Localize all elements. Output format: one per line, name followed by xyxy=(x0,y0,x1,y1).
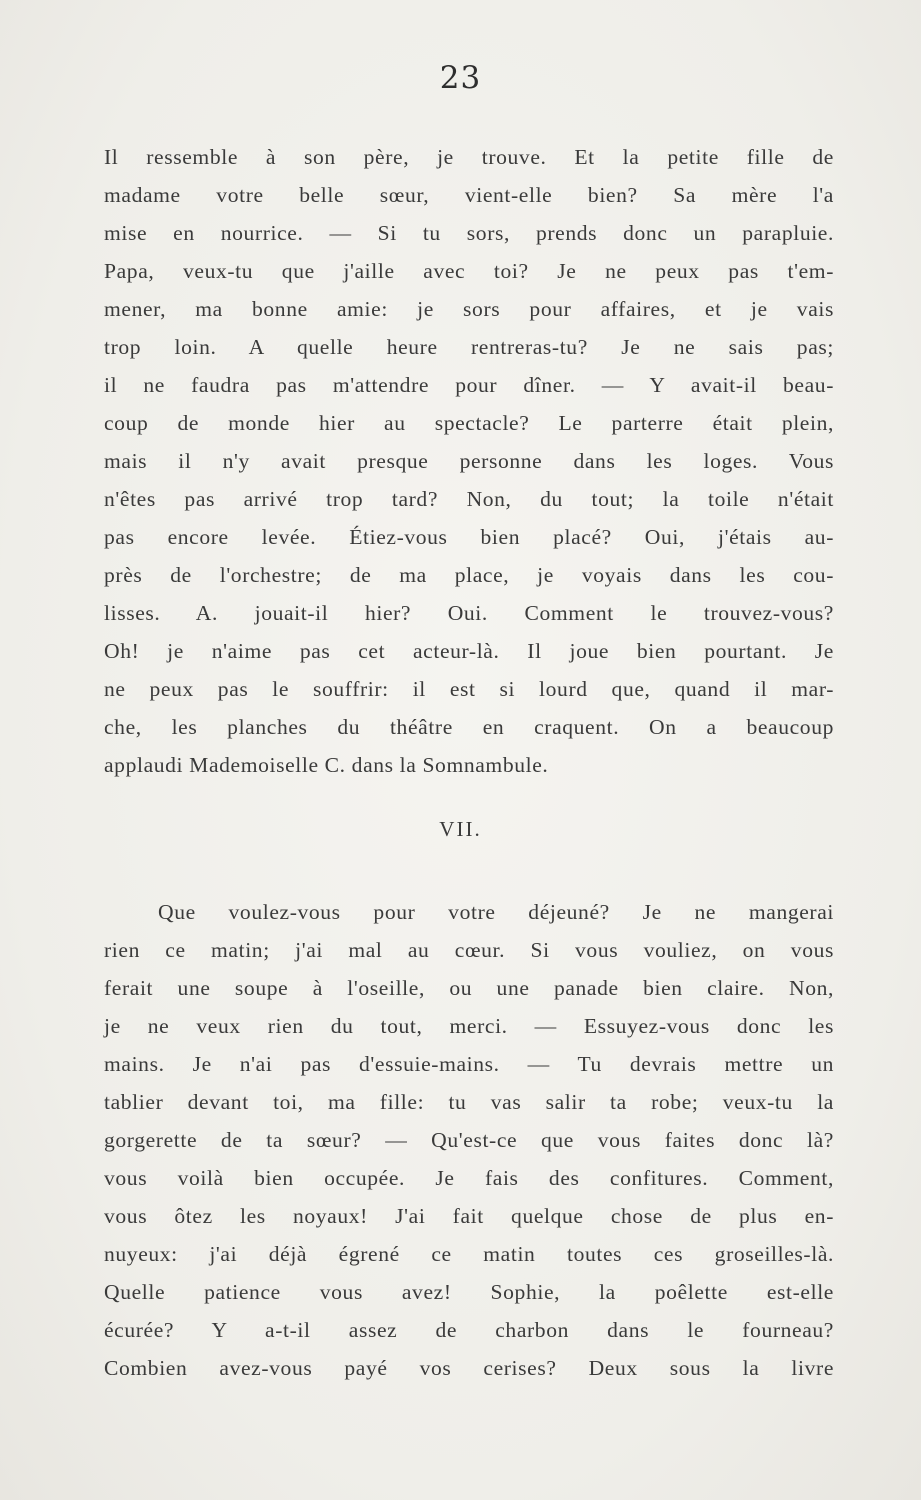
paragraph-2 xyxy=(104,893,834,1387)
text-line: mise en nourrice. — Si tu sors, prends donc un parapluie. xyxy=(104,221,834,245)
text-line: n'êtes pas arrivé trop tard? Non, du tout; la toile n'était xyxy=(104,487,834,511)
text-line: lisses. A. jouait-il hier? Oui. Comment le trouvez-vous? xyxy=(104,601,834,625)
text-line: gorgerette de ta sœur? — Qu'est-ce que vous faites donc là? xyxy=(104,1128,834,1152)
text-line: ferait une soupe à l'oseille, ou une panade bien claire. Non, xyxy=(104,976,834,1000)
page-number: 23 xyxy=(439,60,482,96)
text-line: près de l'orchestre; de ma place, je voyais dans les cou- xyxy=(104,563,834,587)
text-line: madame votre belle sœur, vient-elle bien? Sa mère l'a xyxy=(104,183,834,207)
text-line: Que voulez-vous pour votre déjeuné? Je ne mangerai xyxy=(158,900,834,924)
text-line: nuyeux: j'ai déjà égrené ce matin toutes ces groseilles-là. xyxy=(104,1242,834,1266)
text-line: Il ressemble à son père, je trouve. Et la petite fille de xyxy=(104,145,834,169)
text-line: tablier devant toi, ma fille: tu vas salir ta robe; veux-tu la xyxy=(104,1090,834,1114)
text-line: mains. Je n'ai pas d'essuie-mains. — Tu devrais mettre un xyxy=(104,1052,834,1076)
text-line: Combien avez-vous payé vos cerises? Deux sous la livre xyxy=(104,1356,834,1380)
text-line: che, les planches du théâtre en craquent. On a beaucoup xyxy=(104,715,834,739)
text-line: ne peux pas le souffrir: il est si lourd que, quand il mar- xyxy=(104,677,834,701)
text-line: Papa, veux-tu que j'aille avec toi? Je ne peux pas t'em- xyxy=(104,259,834,283)
text-line: Oh! je n'aime pas cet acteur-là. Il joue bien pourtant. Je xyxy=(104,639,834,663)
text-line: écurée? Y a-t-il assez de charbon dans le fourneau? xyxy=(104,1318,834,1342)
section-heading: VII. xyxy=(439,817,482,841)
text-line: vous voilà bien occupée. Je fais des confitures. Comment, xyxy=(104,1166,834,1190)
text-line: mener, ma bonne amie: je sors pour affaires, et je vais xyxy=(104,297,834,321)
text-line: applaudi Mademoiselle C. dans la Somnambule. xyxy=(104,753,549,777)
text-line: mais il n'y avait presque personne dans les loges. Vous xyxy=(104,449,834,473)
text-line: coup de monde hier au spectacle? Le parterre était plein, xyxy=(104,411,834,435)
paragraph-1 xyxy=(104,138,834,784)
text-line: je ne veux rien du tout, merci. — Essuyez-vous donc les xyxy=(104,1014,834,1038)
text-line: vous ôtez les noyaux! J'ai fait quelque chose de plus en- xyxy=(104,1204,834,1228)
text-line: rien ce matin; j'ai mal au cœur. Si vous vouliez, on vous xyxy=(104,938,834,962)
text-line: il ne faudra pas m'attendre pour dîner. — Y avait-il beau- xyxy=(104,373,834,397)
text-line: Quelle patience vous avez! Sophie, la poêlette est-elle xyxy=(104,1280,834,1304)
text-line: trop loin. A quelle heure rentreras-tu? Je ne sais pas; xyxy=(104,335,834,359)
text-line: pas encore levée. Étiez-vous bien placé? Oui, j'étais au- xyxy=(104,525,834,549)
